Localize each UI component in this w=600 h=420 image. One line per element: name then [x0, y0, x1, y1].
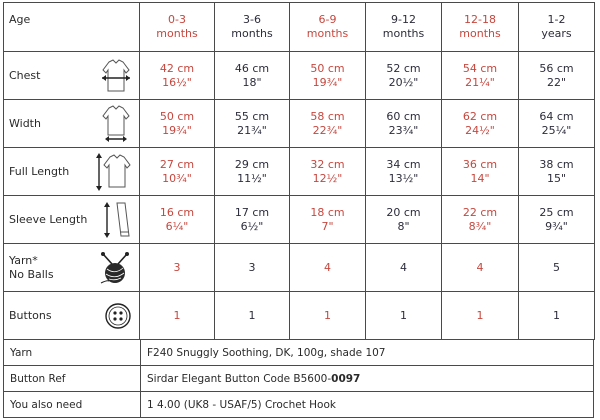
yarn-balls-value-4: 4 — [442, 244, 519, 292]
chest-value-4: 54 cm 21¼" — [442, 52, 519, 100]
chest-value-1: 46 cm 18" — [215, 52, 290, 100]
sleeve-length-value-0: 16 cm 6¼" — [140, 196, 215, 244]
full-length-value-3: 34 cm 13½" — [366, 148, 442, 196]
buttons-value-3: 1 — [366, 292, 442, 340]
width-label: Width — [9, 116, 41, 130]
age-col-6-9: 6-9 months — [290, 3, 366, 52]
buttons-value-5: 1 — [519, 292, 595, 340]
also-need-row — [4, 392, 594, 418]
width-value-4: 62 cm 24½" — [442, 100, 519, 148]
yarn-info-value: F240 Snuggly Soothing, DK, 100g, shade 107 — [141, 340, 594, 366]
age-col-9-12: 9-12 months — [366, 3, 442, 52]
chest-value-2: 50 cm 19¾" — [290, 52, 366, 100]
chest-label: Chest — [9, 68, 41, 82]
chest-label-cell — [4, 52, 140, 100]
sleeve-length-row — [4, 196, 595, 244]
buttons-value-1: 1 — [215, 292, 290, 340]
sleeve-length-value-1: 17 cm 6½" — [215, 196, 290, 244]
sleeve-length-value-4: 22 cm 8¾" — [442, 196, 519, 244]
full-length-row — [4, 148, 595, 196]
length-measure-icon — [95, 152, 133, 192]
yarn-info-label: Yarn — [4, 340, 141, 366]
age-header-row — [4, 3, 595, 52]
full-length-value-5: 38 cm 15" — [519, 148, 595, 196]
width-row — [4, 100, 595, 148]
yarn-info-row — [4, 340, 594, 366]
full-length-value-4: 36 cm 14" — [442, 148, 519, 196]
full-length-value-2: 32 cm 12½" — [290, 148, 366, 196]
yarn-balls-row — [4, 244, 595, 292]
width-value-2: 58 cm 22¾" — [290, 100, 366, 148]
yarn-balls-label-cell — [4, 244, 140, 292]
sleeve-length-value-5: 25 cm 9¾" — [519, 196, 595, 244]
buttons-label-cell — [4, 292, 140, 340]
yarn-balls-value-5: 5 — [519, 244, 595, 292]
sleeve-length-label: Sleeve Length — [9, 212, 88, 226]
yarn-ball-icon — [97, 250, 133, 286]
full-length-value-1: 29 cm 11½" — [215, 148, 290, 196]
age-col-0-3: 0-3 months — [140, 3, 215, 52]
button-icon — [103, 301, 133, 331]
also-need-value: 1 4.00 (UK8 - USAF/5) Crochet Hook — [141, 392, 594, 418]
buttons-value-2: 1 — [290, 292, 366, 340]
chest-value-0: 42 cm 16½" — [140, 52, 215, 100]
sleeve-length-value-3: 20 cm 8" — [366, 196, 442, 244]
button-ref-label: Button Ref — [4, 366, 141, 392]
age-col-3-6: 3-6 months — [215, 3, 290, 52]
buttons-value-4: 1 — [442, 292, 519, 340]
chest-measure-icon — [99, 58, 133, 94]
button-ref-value: Sirdar Elegant Button Code B5600-0097 — [141, 366, 594, 392]
width-measure-icon — [99, 105, 133, 143]
size-table — [3, 2, 595, 340]
age-label: Age — [4, 3, 140, 52]
age-col-1-2: 1-2 years — [519, 3, 595, 52]
full-length-label: Full Length — [9, 164, 70, 178]
width-value-5: 64 cm 25¼" — [519, 100, 595, 148]
buttons-label: Buttons — [9, 308, 52, 322]
sleeve-measure-icon — [103, 200, 133, 240]
width-value-1: 55 cm 21¾" — [215, 100, 290, 148]
chest-value-5: 56 cm 22" — [519, 52, 595, 100]
width-label-cell — [4, 100, 140, 148]
full-length-label-cell — [4, 148, 140, 196]
width-value-0: 50 cm 19¾" — [140, 100, 215, 148]
button-ref-row — [4, 366, 594, 392]
yarn-balls-value-3: 4 — [366, 244, 442, 292]
also-need-label: You also need — [4, 392, 141, 418]
sleeve-length-label-cell — [4, 196, 140, 244]
chest-row — [4, 52, 595, 100]
width-value-3: 60 cm 23¾" — [366, 100, 442, 148]
sleeve-length-value-2: 18 cm 7" — [290, 196, 366, 244]
buttons-row — [4, 292, 595, 340]
chest-value-3: 52 cm 20½" — [366, 52, 442, 100]
button-ref-code: 0097 — [331, 372, 361, 385]
age-col-12-18: 12-18 months — [442, 3, 519, 52]
yarn-balls-value-0: 3 — [140, 244, 215, 292]
yarn-balls-value-1: 3 — [215, 244, 290, 292]
materials-table — [3, 339, 594, 418]
full-length-value-0: 27 cm 10¾" — [140, 148, 215, 196]
yarn-balls-value-2: 4 — [290, 244, 366, 292]
yarn-balls-label: Yarn* No Balls — [9, 253, 54, 281]
buttons-value-0: 1 — [140, 292, 215, 340]
